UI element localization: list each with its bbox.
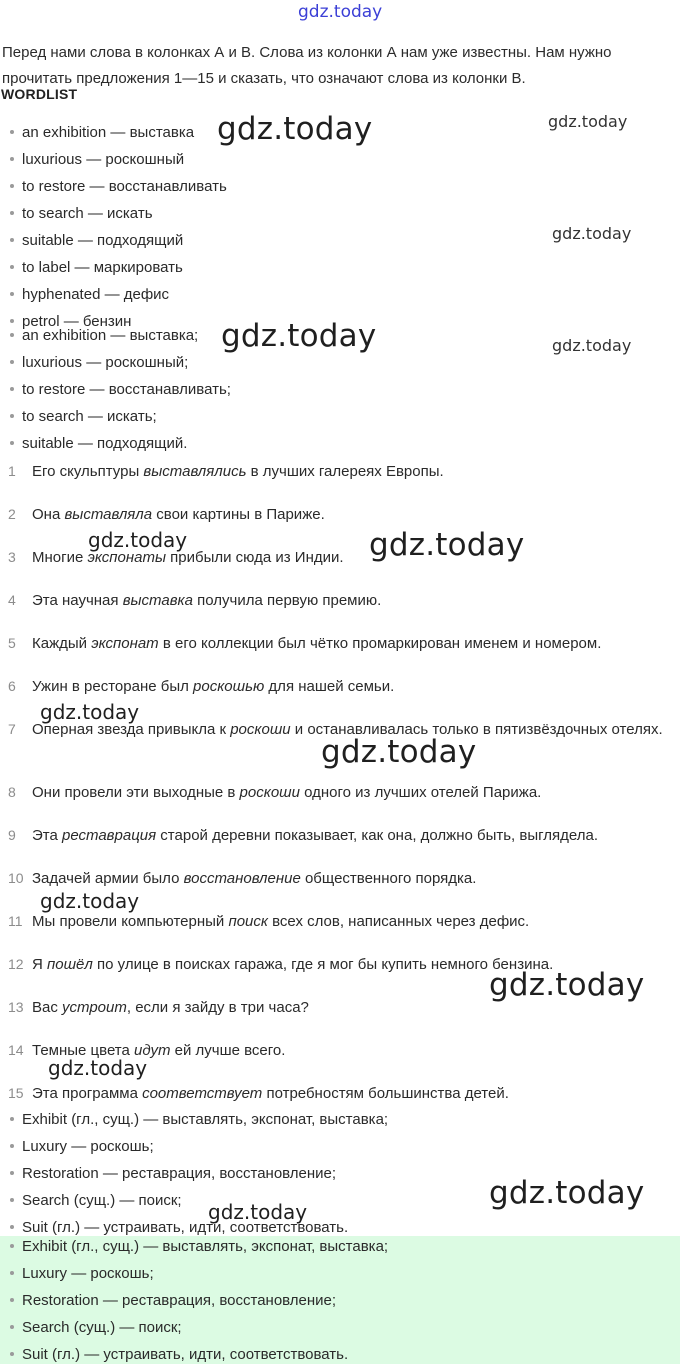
watermark: gdz.today (217, 111, 373, 147)
wordlist-a (10, 119, 227, 330)
sentence: 11 Мы провели компьютерный поиск всех слов, написанных через дефис. (8, 913, 530, 930)
sentence: 4 Эта научная выставка получила первую премию. (8, 592, 382, 609)
list-item: Search (сущ.) — поиск; (10, 1187, 388, 1214)
intro-paragraph: Перед нами слова в колонках А и В. Слова из колонки А нам уже известны. Нам нужно прочитать предложения 1—15 и сказать, что означают слова из колонки В. (2, 44, 612, 87)
watermark: gdz.today (40, 700, 140, 724)
sentence: 12 Я пошёл по улице в поисках гаража, где я мог бы купить немного бензина. (8, 956, 554, 973)
list-item: to label — маркировать (10, 254, 227, 281)
list-item: Exhibit (гл., сущ.) — выставлять, экспонат, выставка; (10, 1233, 388, 1260)
watermark-top: gdz.today (298, 2, 383, 22)
watermark: gdz.today (88, 528, 188, 552)
watermark: gdz.today (489, 967, 645, 1003)
list-item: Suit (гл.) — устраивать, идти, соответствовать. (10, 1341, 388, 1368)
watermark: gdz.today (548, 112, 628, 131)
bullet-icon (10, 333, 14, 337)
list-item: to restore — восстанавливать; (10, 376, 231, 403)
watermark: gdz.today (321, 734, 477, 770)
sentence: 2 Она выставляла свои картины в Париже. (8, 506, 325, 523)
bullet-icon (10, 130, 14, 134)
watermark: gdz.today (221, 318, 377, 354)
list-item: petrol — бензин (10, 308, 227, 335)
answers-list (10, 1106, 388, 1236)
sentence: 5 Каждый экспонат в его коллекции был чётко промаркирован именем и номером. (8, 635, 602, 652)
list-item: luxurious — роскошный; (10, 349, 231, 376)
bullet-icon (10, 292, 14, 296)
list-item: Search (сущ.) — поиск; (10, 1314, 388, 1341)
sentence: 13 Вас устроит, если я зайду в три часа? (8, 999, 309, 1016)
bullet-icon (10, 1117, 14, 1121)
bullet-icon (10, 211, 14, 215)
list-item: hyphenated — дефис (10, 281, 227, 308)
list-item: Exhibit (гл., сущ.) — выставлять, экспонат, выставка; (10, 1106, 388, 1133)
bullet-icon (10, 1352, 14, 1356)
list-item: to search — искать (10, 200, 227, 227)
watermark: gdz.today (489, 1175, 645, 1211)
sentence: 15 Эта программа соответствует потребностям большинства детей. (8, 1085, 509, 1102)
sentence: 3 Многие экспонаты прибыли сюда из Индии. (8, 549, 344, 566)
watermark: gdz.today (552, 336, 632, 355)
wordlist-b (10, 322, 231, 457)
sentence: 1 Его скульптуры выставлялись в лучших галереях Европы. (8, 463, 444, 480)
bullet-icon (10, 1325, 14, 1329)
sentence: 14 Темные цвета идут ей лучше всего. (8, 1042, 286, 1059)
watermark: gdz.today (48, 1056, 148, 1080)
wordlist-title: WORDLIST (1, 86, 78, 102)
watermark: gdz.today (369, 527, 525, 563)
bullet-icon (10, 157, 14, 161)
list-item: Luxury — роскошь; (10, 1133, 388, 1160)
answers-list-highlighted (10, 1233, 388, 1368)
bullet-icon (10, 265, 14, 269)
list-item: Restoration — реставрация, восстановление; (10, 1160, 388, 1187)
bullet-icon (10, 1198, 14, 1202)
list-item: suitable — подходящий. (10, 430, 231, 457)
bullet-icon (10, 387, 14, 391)
watermark: gdz.today (552, 224, 632, 243)
bullet-icon (10, 414, 14, 418)
sentence: 10 Задачей армии было восстановление общественного порядка. (8, 870, 477, 887)
bullet-icon (10, 1244, 14, 1248)
list-item: Restoration — реставрация, восстановление; (10, 1287, 388, 1314)
bullet-icon (10, 238, 14, 242)
watermark: gdz.today (208, 1200, 308, 1224)
sentence: 7 Оперная звезда привыкла к роскоши и останавливалась только в пятизвёздочных отелях. (8, 721, 663, 738)
list-item: to search — искать; (10, 403, 231, 430)
list-item: luxurious — роскошный (10, 146, 227, 173)
list-item: an exhibition — выставка; (10, 322, 231, 349)
list-item: an exhibition — выставка (10, 119, 227, 146)
sentence: 8 Они провели эти выходные в роскоши одного из лучших отелей Парижа. (8, 784, 542, 801)
list-item: Luxury — роскошь; (10, 1260, 388, 1287)
bullet-icon (10, 1225, 14, 1229)
bullet-icon (10, 1171, 14, 1175)
sentence: 6 Ужин в ресторане был роскошью для нашей семьи. (8, 678, 395, 695)
bullet-icon (10, 184, 14, 188)
bullet-icon (10, 1298, 14, 1302)
bullet-icon (10, 441, 14, 445)
list-item: to restore — восстанавливать (10, 173, 227, 200)
list-item: suitable — подходящий (10, 227, 227, 254)
sentence: 9 Эта реставрация старой деревни показывает, как она, должно быть, выглядела. (8, 827, 599, 844)
watermark: gdz.today (40, 889, 140, 913)
bullet-icon (10, 360, 14, 364)
bullet-icon (10, 1144, 14, 1148)
bullet-icon (10, 1271, 14, 1275)
list-item: Suit (гл.) — устраивать, идти, соответствовать. (10, 1214, 388, 1241)
